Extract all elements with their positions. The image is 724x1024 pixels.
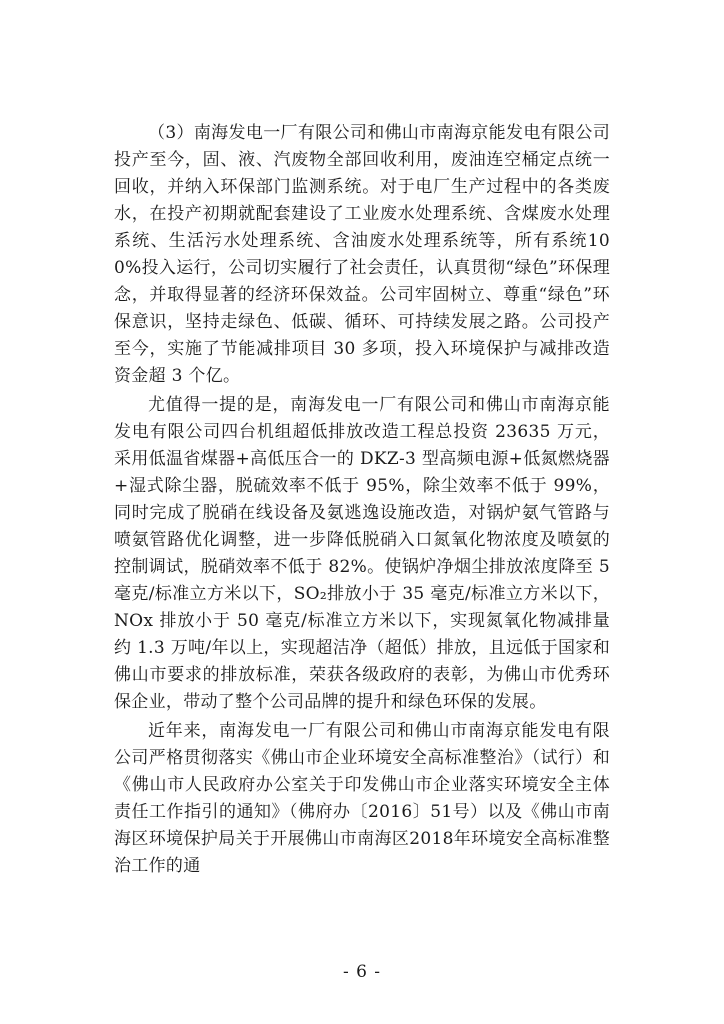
page-number: - 6 -: [342, 962, 382, 982]
paragraph-ultra-low-emission: 尤值得一提的是，南海发电一厂有限公司和佛山市南海京能发电有限公司四台机组超低排放改造工程总投资 23635 万元，采用低温省煤器+高低压合一的 DKZ-3 型高频电源+低氮燃烧器+湿式除尘器，脱硫效率不低于 95%，除尘效率不低于 99%，同时完成了脱硝在线设备及氨逃逸设施改造，对锅炉氨气管路与喷氨管路优化调整，进一步降低脱硝入口氮氧化物浓度及喷氨的控制调试，脱硝效率不低于 82%。使锅炉净烟尘排放浓度降至 5 毫克/标准立方米以下，SO₂排放小于 35 毫克/标准立方米以下，NOx 排放小于 50 毫克/标准立方米以下，实现氮氧化物减排量约 1.3 万吨/年以上，实现超洁净（超低）排放，且远低于国家和佛山市要求的排放标准，荣获各级政府的表彰，为佛山市优秀环保企业，带动了整个公司品牌的提升和绿色环保的发展。: [114, 395, 610, 712]
paragraph-waste-recycling: （3）南海发电一厂有限公司和佛山市南海京能发电有限公司投产至今，固、液、汽废物全部回收利用，废油连空桶定点统一回收，并纳入环保部门监测系统。对于电厂生产过程中的各类废水，在投产初期就配套建设了工业废水处理系统、含煤废水处理系统、生活污水处理系统、含油废水处理系统等，所有系统100%投入运行，公司切实履行了社会责任，认真贯彻“绿色”环保理念，并取得显著的经济环保效益。公司牢固树立、尊重“绿色”环保意识，坚持走绿色、低碳、循环、可持续发展之路。公司投产至今，实施了节能减排项目 30 多项，投入环境保护与减排改造资金超 3 个亿。: [114, 123, 610, 386]
body-text: [114, 120, 610, 880]
paragraph-environmental-safety: 近年来，南海发电一厂有限公司和佛山市南海京能发电有限公司严格贯彻落实《佛山市企业环境安全高标准整治》（试行）和《佛山市人民政府办公室关于印发佛山市企业落实环境安全主体责任工作指引的通知》（佛府办〔2016〕51号）以及《佛山市南海区环境保护局关于开展佛山市南海区2018年环境安全高标准整治工作的通: [114, 721, 610, 876]
